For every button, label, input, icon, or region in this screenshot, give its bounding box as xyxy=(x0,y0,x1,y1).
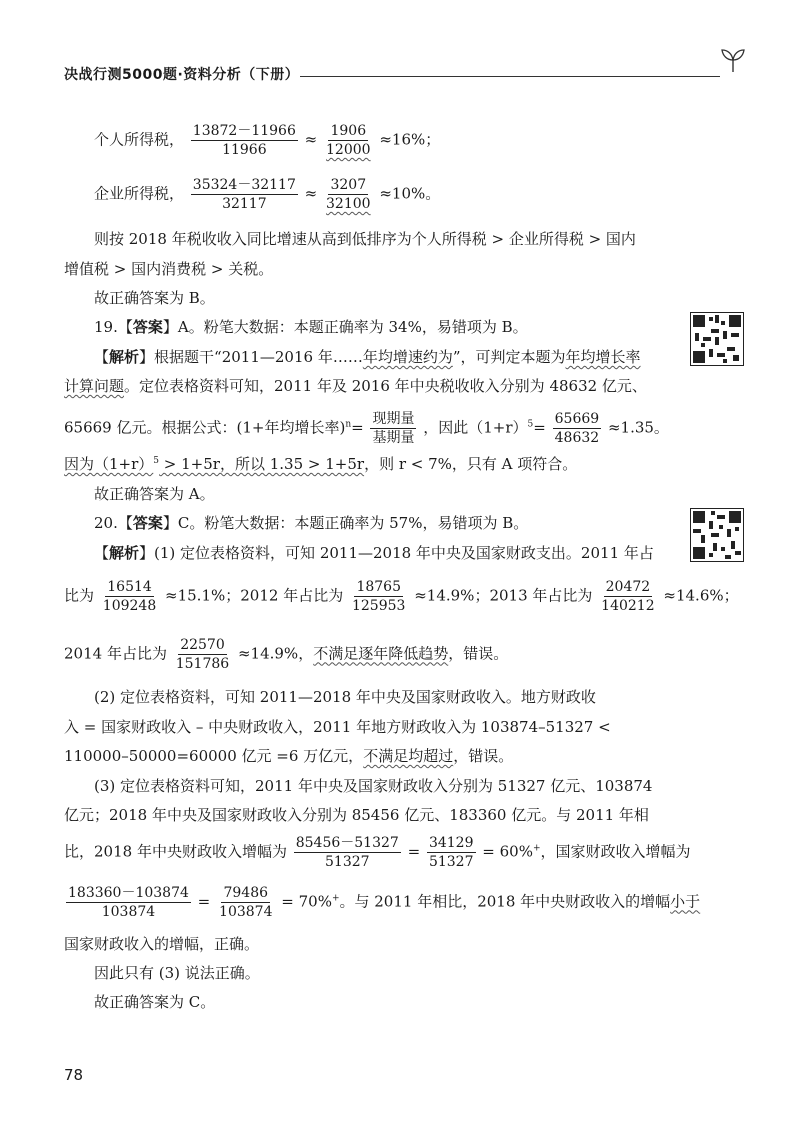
fraction xyxy=(427,836,476,869)
header-rule xyxy=(300,76,720,77)
fraction xyxy=(350,580,407,613)
emphasis: > 1+5r，所以 1.35 > 1+5r xyxy=(159,455,365,473)
qr-code-icon[interactable] xyxy=(690,312,744,366)
text-line: 入 = 国家财政收入 – 中央财政收入，2011 年地方财政收入为 103874–51327 < xyxy=(64,718,611,736)
text-line: 国家财政收入的增幅，正确。 xyxy=(64,935,260,953)
numerator: 13872－11966 xyxy=(192,123,296,139)
numerator: 183360－103874 xyxy=(68,885,189,901)
equals: = xyxy=(197,892,211,911)
numerator: 3207 xyxy=(330,177,367,193)
result: ≈16%； xyxy=(379,130,441,149)
text: 。定位表格资料可知，2011 年及 2016 年中央税收收入分别为 48632 亿元、 xyxy=(124,377,647,395)
denominator: 基期量 xyxy=(372,430,415,446)
q19-analysis-line xyxy=(94,350,641,365)
equals: = xyxy=(351,418,364,437)
emphasis: 不满足逐年降低趋势 xyxy=(313,644,449,663)
text-line: 故正确答案为 A。 xyxy=(94,485,215,503)
fraction xyxy=(101,580,158,613)
text: ，错误。 xyxy=(448,644,509,663)
numerator: 22570 xyxy=(180,637,225,653)
text: ，则 r < 7%，只有 A 项符合。 xyxy=(364,455,578,473)
text: = 60% xyxy=(482,842,533,861)
numerator: 85456－51327 xyxy=(295,835,399,851)
denominator: 140212 xyxy=(601,598,655,614)
prefix: 19.【 xyxy=(94,318,133,336)
fraction xyxy=(599,580,656,613)
superscript: + xyxy=(331,893,340,904)
qr-code-icon[interactable] xyxy=(690,508,744,562)
denominator: 109248 xyxy=(102,598,157,614)
result: ≈10%。 xyxy=(379,184,441,203)
prefix: 【 xyxy=(94,348,110,366)
numerator: 1906 xyxy=(330,123,367,139)
corporate-income-tax-line xyxy=(94,178,440,211)
prefix: 【 xyxy=(94,544,110,562)
analysis-tag: 解析 xyxy=(109,544,140,562)
numerator: 16514 xyxy=(107,579,152,595)
denominator: 32117 xyxy=(222,196,267,212)
numerator: 18765 xyxy=(356,579,401,595)
text: = 70% xyxy=(281,892,332,911)
result: ≈1.35。 xyxy=(607,418,669,437)
answer-text: 】A。粉笔大数据：本题正确率为 34%，易错项为 B。 xyxy=(162,318,528,336)
numerator: 35324－32117 xyxy=(192,177,296,193)
emphasis: 小于 xyxy=(670,892,701,911)
exponent: 5 xyxy=(527,419,534,430)
answer-tag: 答案 xyxy=(132,514,163,532)
q20-answer-line xyxy=(94,516,528,531)
sprout-icon xyxy=(718,46,748,78)
text-line: 增值税 > 国内消费税 > 关税。 xyxy=(64,260,274,278)
page-number: 78 xyxy=(64,1066,84,1084)
prefix: 20.【 xyxy=(94,514,133,532)
numerator: 65669 xyxy=(554,411,600,427)
q20-analysis-line xyxy=(94,546,654,561)
denominator: 12000 xyxy=(326,142,371,158)
emphasis: 不满足均超过 xyxy=(363,747,454,765)
denominator: 32100 xyxy=(326,196,371,212)
emphasis: 因为（1+r） xyxy=(64,455,154,473)
fraction xyxy=(370,412,416,445)
text: 。与 2011 年相比，2018 年中央财政收入的增幅 xyxy=(339,892,671,911)
text: 】根据题干“2011—2016 年…… xyxy=(139,348,363,366)
text-line: 故正确答案为 B。 xyxy=(94,289,215,307)
text-line xyxy=(64,379,647,394)
numerator: 20472 xyxy=(605,579,651,595)
emphasis: 年均增长率 xyxy=(565,348,641,366)
running-header-title: 决战行测5000题·资料分析（下册） xyxy=(64,67,300,83)
ratio-line xyxy=(64,580,739,613)
approx-sign: ≈ xyxy=(304,184,318,203)
superscript: + xyxy=(532,843,541,854)
text-line: (2) 定位表格资料，可知 2011—2018 年中央及国家财政收入。地方财政收 xyxy=(94,688,596,706)
text-line: 因此只有 (3) 说法正确。 xyxy=(94,964,260,982)
answer-text: 】C。粉笔大数据：本题正确率为 57%，易错项为 B。 xyxy=(162,514,529,532)
text: ，国家财政收入增幅为 xyxy=(540,842,691,861)
text: ，错误。 xyxy=(453,747,514,765)
growth-rate-line xyxy=(64,886,700,919)
label: 企业所得税， xyxy=(94,184,185,203)
ratio-line xyxy=(64,638,508,671)
denominator: 125953 xyxy=(351,598,406,614)
text: ≈14.9%；2013 年占比为 xyxy=(414,586,593,605)
text: ≈14.6%； xyxy=(663,586,739,605)
denominator: 48632 xyxy=(554,430,600,446)
equals: = xyxy=(407,842,421,861)
denominator: 103874 xyxy=(219,904,273,920)
text: ”，可判定本题为 xyxy=(452,348,566,366)
fraction xyxy=(553,412,602,445)
text-line: 亿元；2018 年中央及国家财政收入分别为 85456 亿元、183360 亿元。与 2011 年相 xyxy=(64,806,649,824)
answer-tag: 答案 xyxy=(132,318,163,336)
text: 】(1) 定位表格资料，可知 2011—2018 年中央及国家财政支出。2011 年占 xyxy=(139,544,654,562)
numerator: 现期量 xyxy=(372,411,415,427)
numerator: 34129 xyxy=(428,835,474,851)
text-line: 则按 2018 年税收收入同比增速从高到低排序为个人所得税 > 企业所得税 > 国内 xyxy=(94,230,636,248)
exponent: n xyxy=(345,419,352,430)
growth-rate-line xyxy=(64,836,691,869)
text: ，因此（1+r） xyxy=(423,418,528,437)
text: 比为 xyxy=(64,586,95,605)
numerator: 79486 xyxy=(223,885,269,901)
fraction xyxy=(324,124,373,157)
fraction xyxy=(217,886,274,919)
q19-answer-line xyxy=(94,320,528,335)
approx-sign: ≈ xyxy=(304,130,318,149)
text-line: (3) 定位表格资料可知，2011 年中央及国家财政收入分别为 51327 亿元、103874 xyxy=(94,777,653,795)
exponent: 5 xyxy=(153,456,160,466)
formula-line xyxy=(64,412,669,445)
fraction xyxy=(191,124,298,157)
text: 2014 年占比为 xyxy=(64,644,167,663)
fraction xyxy=(191,178,298,211)
text: 110000–50000=60000 亿元 =6 万亿元， xyxy=(64,747,364,765)
denominator: 51327 xyxy=(428,854,474,870)
text: ≈14.9%， xyxy=(237,644,314,663)
emphasis: 年均增速约为 xyxy=(362,348,453,366)
text-line xyxy=(64,749,513,764)
text-line: 故正确答案为 C。 xyxy=(94,993,216,1011)
fraction xyxy=(324,178,373,211)
denominator: 11966 xyxy=(222,142,267,158)
denominator: 151786 xyxy=(175,656,230,672)
emphasis: 计算问题 xyxy=(64,377,125,395)
denominator: 103874 xyxy=(101,904,156,920)
analysis-tag: 解析 xyxy=(109,348,140,366)
fraction xyxy=(174,638,231,671)
fraction xyxy=(294,836,401,869)
fraction xyxy=(66,886,191,919)
text: 65669 亿元。根据公式：(1+年均增长率) xyxy=(64,418,346,437)
denominator: 51327 xyxy=(325,854,370,870)
text: 比，2018 年中央财政收入增幅为 xyxy=(64,842,287,861)
personal-income-tax-line xyxy=(94,124,440,157)
text-line xyxy=(64,457,577,472)
label: 个人所得税， xyxy=(94,130,185,149)
text: ≈15.1%；2012 年占比为 xyxy=(165,586,344,605)
equals: = xyxy=(533,418,546,437)
